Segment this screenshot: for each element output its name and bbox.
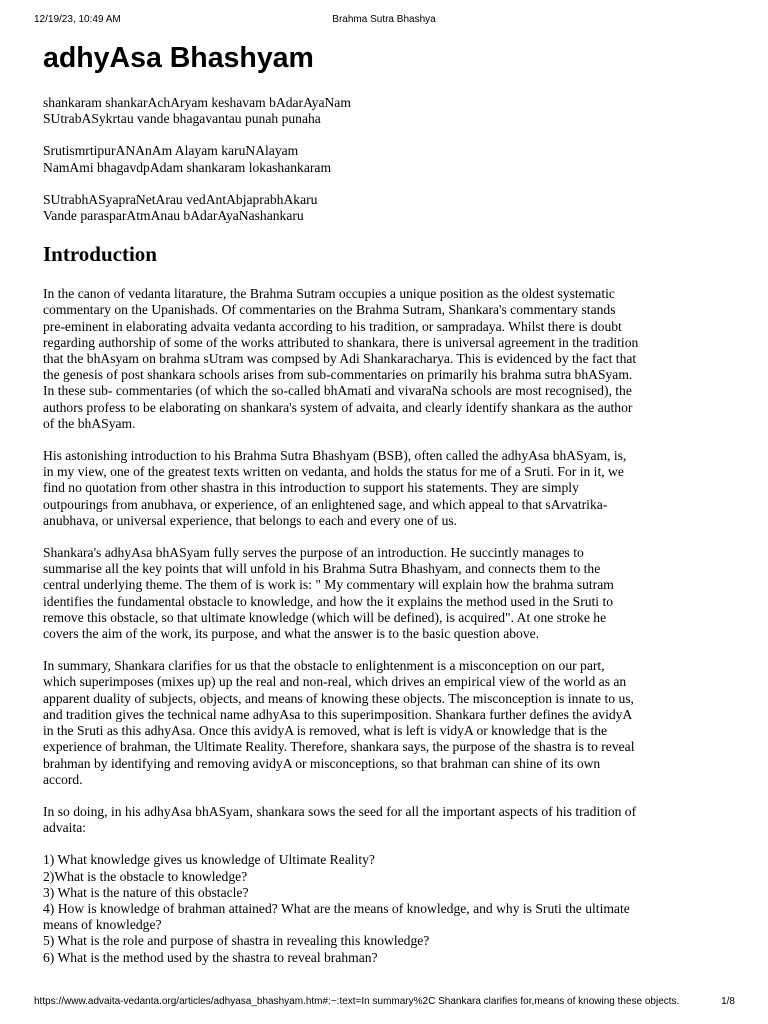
invocation-verses bbox=[43, 95, 728, 224]
verse-line: NamAmi bhagavdpAdam shankaram lokashankaram bbox=[43, 159, 332, 175]
question-item: 2)What is the obstacle to knowledge? bbox=[43, 868, 248, 884]
paragraph-line: commentary on the Upanishads. Of commentaries on the Brahma Sutram, Shankara's commentary stands bbox=[43, 302, 616, 318]
paragraph-line: remove this obstacle, so that ultimate knowledge (which will be defined), is acquired". At one stroke he bbox=[43, 609, 607, 625]
paragraph-line: anubhava, or universal experience, that belongs to each and every one of us. bbox=[43, 512, 458, 528]
verse-stanza bbox=[43, 192, 728, 224]
paragraph-line: Shankara's adhyAsa bhASyam fully serves the purpose of an introduction. He succintly manages to bbox=[43, 545, 584, 561]
verse-line: SUtrabASykrtau vande bhagavantau punah punaha bbox=[43, 111, 321, 127]
paragraph-line: central underlying theme. The them of is work is: " My commentary will explain how the brahma sutram bbox=[43, 577, 614, 593]
verse-stanza bbox=[43, 95, 728, 127]
print-header bbox=[0, 14, 768, 28]
question-item: means of knowledge? bbox=[43, 917, 162, 933]
paragraph-line: find no quotation from other shastra in this introduction to support his statements. They are simply bbox=[43, 480, 579, 496]
paragraph-line: In summary, Shankara clarifies for us that the obstacle to enlightenment is a misconception on our part, bbox=[43, 658, 605, 674]
paragraph-line: authors profess to be elaborating on shankara's system of advaita, and clearly identify shankara as the author bbox=[43, 399, 633, 415]
article-content bbox=[43, 40, 728, 966]
question-item: 1) What knowledge gives us knowledge of Ultimate Reality? bbox=[43, 852, 375, 868]
section-heading: Introduction bbox=[43, 242, 157, 267]
paragraph-line: covers the aim of the work, its purpose, and what the answer is to the basic question above. bbox=[43, 626, 540, 642]
verse-line: shankaram shankarAchAryam keshavam bAdarAyaNam bbox=[43, 95, 351, 110]
print-page-title: Brahma Sutra Bhashya bbox=[332, 14, 436, 25]
paragraph-line: in my view, one of the greatest texts written on vedanta, and holds the status for me of a Sruti. For in it, we bbox=[43, 464, 624, 480]
question-item: 6) What is the method used by the shastra to reveal brahman? bbox=[43, 949, 378, 965]
paragraph-line: of the bhASyam. bbox=[43, 415, 136, 431]
paragraph-line: apparent duality of subjects, objects, and means of knowing these objects. The misconception is innate to us, bbox=[43, 690, 634, 706]
question-item: 4) How is knowledge of brahman attained? What are the means of knowledge, and why is Sruti the ultimate bbox=[43, 900, 630, 916]
paragraph-line: regarding authorship of some of the works attributed to shankara, there is universal agreement in the tradition bbox=[43, 334, 639, 350]
paragraph-line: advaita: bbox=[43, 820, 87, 836]
print-page-number: 1/8 bbox=[721, 996, 735, 1007]
paragraph-line: His astonishing introduction to his Brahma Sutra Bhashyam (BSB), often called the adhyAsa bhASyam, is, bbox=[43, 448, 627, 464]
body-paragraph bbox=[43, 804, 728, 836]
paragraph-line: In these sub- commentaries (of which the so-called bhAmati and vivaraNa schools are most recognised), the bbox=[43, 383, 632, 399]
paragraph-line: outpourings from anubhava, or experience, of an enlightened sage, and which appeal to that sArvatrika- bbox=[43, 496, 608, 512]
question-list bbox=[43, 852, 728, 965]
paragraph-line: in the Sruti as this adhyAsa. Once this avidyA is removed, what is left is vidyA or knowledge that is the bbox=[43, 723, 608, 739]
paragraph-line: and tradition gives the technical name adhyAsa to this superimposition. Shankara further defines the avidyA bbox=[43, 706, 633, 722]
verse-line: SrutismrtipurANAnAm Alayam karuNAlayam bbox=[43, 143, 299, 159]
page-title: adhyAsa Bhashyam bbox=[43, 42, 314, 74]
print-footer bbox=[0, 996, 768, 1010]
print-url: https://www.advaita-vedanta.org/articles/adhyasa_bhashyam.htm#:~:text=In summary%2C Shankara clarifies for,means of knowing these objects. bbox=[34, 996, 680, 1007]
body-paragraph bbox=[43, 545, 728, 642]
paragraph-line: brahman by identifying and removing avidyA or misconceptions, so that brahman can shine of its own bbox=[43, 755, 601, 771]
body-paragraph bbox=[43, 448, 728, 529]
paragraph-line: that the bhAsyam on brahma sUtram was compsed by Adi Shankaracharya. This is evidenced by the fact that bbox=[43, 351, 637, 367]
body-paragraph bbox=[43, 658, 728, 788]
paragraph-line: In so doing, in his adhyAsa bhASyam, shankara sows the seed for all the important aspects of his tradition of bbox=[43, 803, 637, 819]
body-paragraphs bbox=[43, 286, 728, 836]
paragraph-line: experience of brahman, the Ultimate Reality. Therefore, shankara says, the purpose of the shastra is to reveal bbox=[43, 739, 635, 755]
question-item: 3) What is the nature of this obstacle? bbox=[43, 884, 249, 900]
paragraph-line: the genesis of post shankara schools arises from sub-commentaries on primarily his brahma sutra bhASyam. bbox=[43, 367, 633, 383]
paragraph-line: pre-eminent in elaborating advaita vedanta according to his tradition, or sampradaya. Whilst there is doubt bbox=[43, 318, 622, 334]
verse-line: SUtrabhASyapraNetArau vedAntAbjaprabhAkaru bbox=[43, 191, 318, 207]
paragraph-line: summarise all the key points that will unfold in his Brahma Sutra Bhashyam, and connects them to the bbox=[43, 561, 601, 577]
paragraph-line: In the canon of vedanta litarature, the Brahma Sutram occupies a unique position as the oldest systematic bbox=[43, 286, 615, 302]
question-item: 5) What is the role and purpose of shastra in revealing this knowledge? bbox=[43, 933, 430, 949]
verse-stanza bbox=[43, 143, 728, 175]
paragraph-line: which superimposes (mixes up) up the real and non-real, which drives an empirical view of the world as an bbox=[43, 674, 627, 690]
paragraph-line: accord. bbox=[43, 771, 83, 787]
verse-line: Vande parasparAtmAnau bAdarAyaNashankaru bbox=[43, 208, 304, 224]
body-paragraph bbox=[43, 286, 728, 432]
paragraph-line: identifies the fundamental obstacle to knowledge, and how the it explains the method used in the Sruti to bbox=[43, 593, 614, 609]
print-datetime: 12/19/23, 10:49 AM bbox=[34, 14, 121, 25]
